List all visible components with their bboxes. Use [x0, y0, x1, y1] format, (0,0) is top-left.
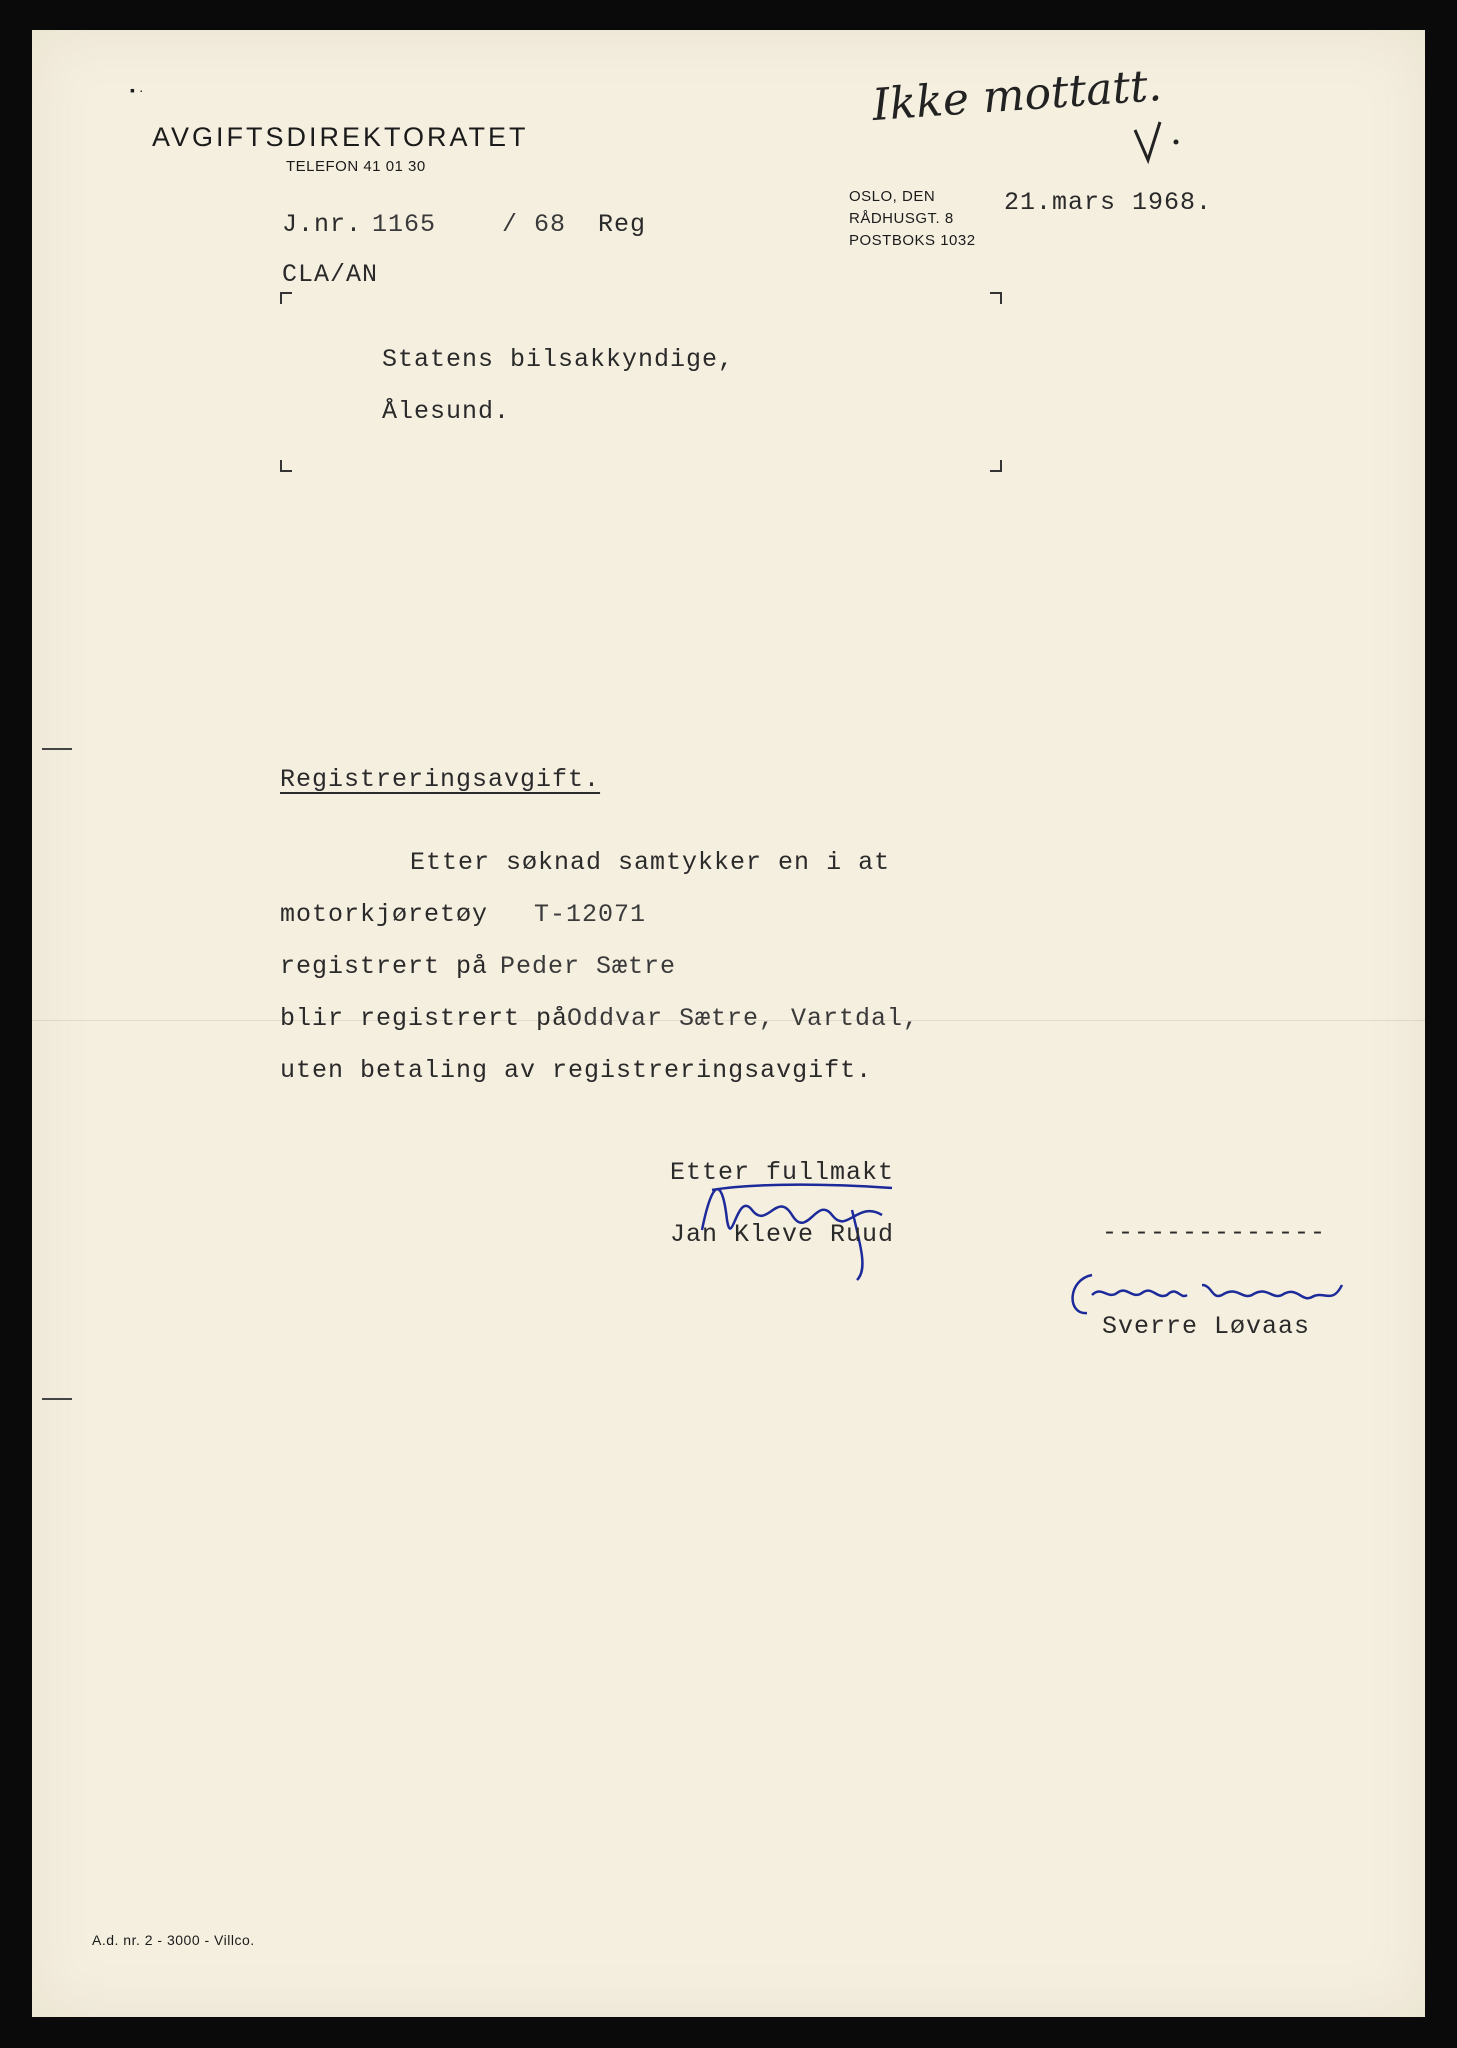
punch-dots: ▪ ·: [130, 82, 144, 98]
window-corner: [280, 460, 292, 472]
window-corner: [280, 292, 292, 304]
check-mark: [1130, 120, 1190, 180]
vehicle-number: T-12071: [534, 900, 647, 929]
recipient-line-2: Ålesund.: [382, 397, 511, 426]
body-line-3-label: registrert på: [280, 952, 489, 981]
window-corner: [990, 460, 1002, 472]
previous-owner: Peder Sætre: [500, 952, 677, 981]
body-line-5: uten betaling av registreringsavgift.: [280, 1056, 873, 1085]
postbox: POSTBOKS 1032: [849, 232, 976, 249]
authority-line: Etter fullmakt: [670, 1158, 895, 1187]
letter-date: 21.mars 1968.: [1004, 188, 1213, 217]
signer-2-name: Sverre Løvaas: [1102, 1312, 1311, 1341]
body-line-1: Etter søknad samtykker en i at: [410, 848, 891, 877]
margin-mark: [42, 748, 72, 750]
recipient-line-1: Statens bilsakkyndige,: [382, 345, 735, 374]
street-address: RÅDHUSGT. 8: [849, 210, 954, 227]
telephone: TELEFON 41 01 30: [286, 158, 426, 175]
body-line-4-label: blir registrert på: [280, 1004, 569, 1033]
form-code: A.d. nr. 2 - 3000 - Villco.: [92, 1932, 255, 1948]
reference-code: CLA/AN: [282, 260, 379, 289]
window-corner: [990, 292, 1002, 304]
margin-mark: [42, 1398, 72, 1400]
journal-number: 1165: [372, 210, 437, 239]
body-line-2-label: motorkjøretøy: [280, 900, 489, 929]
subject-line: Registreringsavgift.: [280, 765, 601, 794]
signature-dash-line: --------------: [1102, 1218, 1327, 1247]
new-owner: Oddvar Sætre, Vartdal,: [567, 1004, 920, 1033]
letter-page: [32, 30, 1425, 2017]
handwritten-note: Ikke mottatt.: [870, 59, 1164, 132]
journal-label: J.nr.: [282, 210, 363, 239]
signer-1-name: Jan Kleve Ruud: [670, 1220, 895, 1249]
organization-name: AVGIFTSDIREKTORATET: [152, 122, 529, 152]
journal-reg: Reg: [598, 210, 647, 239]
place-label: OSLO, DEN: [849, 188, 936, 205]
journal-year: / 68: [502, 210, 567, 239]
